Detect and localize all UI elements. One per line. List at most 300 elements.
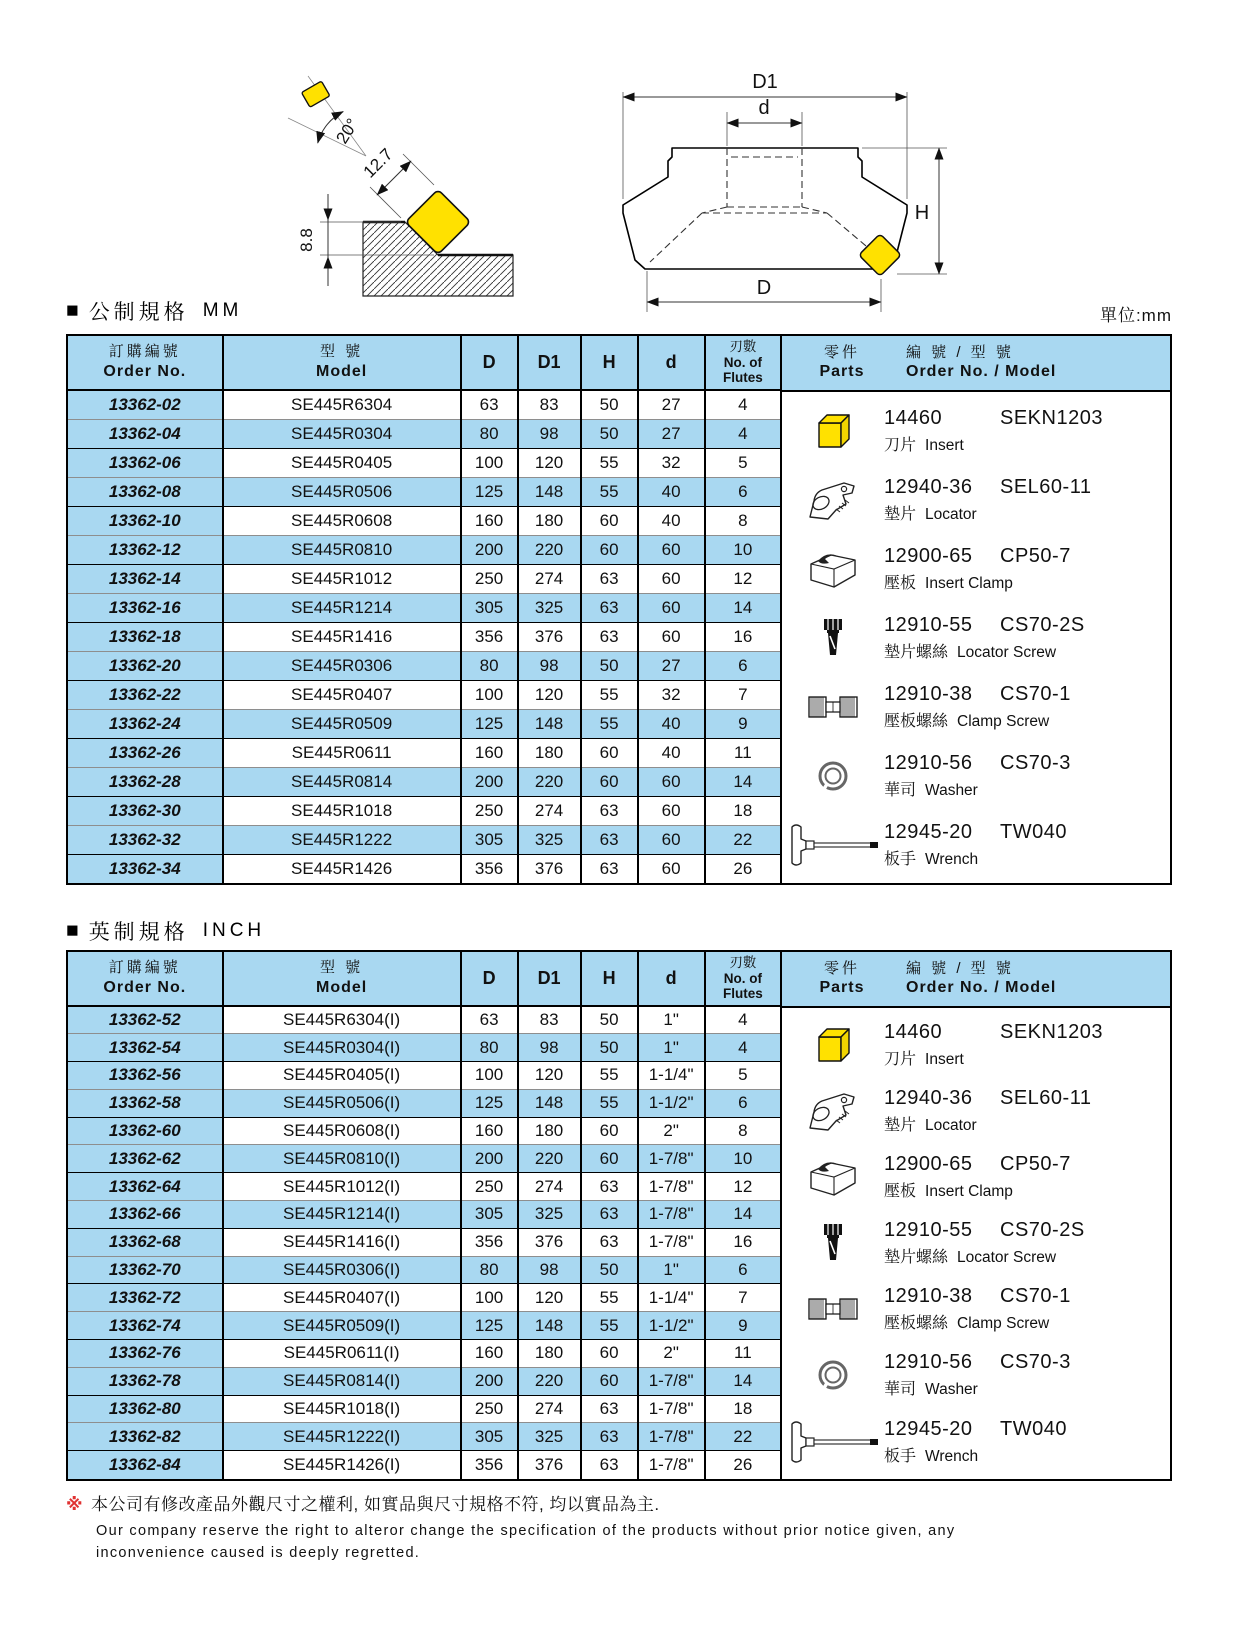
cell-d1: 148	[518, 1312, 581, 1340]
cell-d: 63	[461, 1006, 518, 1034]
cell-d1: 220	[518, 535, 581, 564]
cell-flutes: 11	[734, 1343, 752, 1363]
cell-bore-d: 40	[638, 506, 705, 535]
cell-model: SE445R1012	[223, 564, 461, 593]
insert-icon	[782, 410, 884, 452]
cell-d1: 325	[518, 593, 581, 622]
cell-order-no: 13362-74	[68, 1312, 223, 1340]
cell-flutes: 5	[738, 452, 748, 472]
cell-h: 60	[581, 535, 638, 564]
cell-d1: 220	[518, 1367, 581, 1395]
col-header-d1: D1	[518, 336, 581, 390]
cell-flutes: 7	[738, 1287, 748, 1307]
cell-model: SE445R1222(I)	[223, 1423, 461, 1451]
part-name-zh: 華司	[884, 781, 917, 799]
cell-flutes: 12	[733, 1176, 753, 1196]
cell-flutes: 6	[738, 655, 748, 675]
table-row	[68, 1089, 780, 1117]
cell-order-no: 13362-82	[68, 1423, 223, 1451]
section-bullet: ■	[66, 919, 83, 942]
locator-icon	[782, 1088, 884, 1134]
cell-d: 100	[461, 448, 518, 477]
cell-d: 160	[461, 1340, 518, 1368]
cell-bore-d: 27	[638, 419, 705, 448]
part-name-zh: 刀片	[884, 436, 917, 454]
metric-section-header	[66, 296, 1172, 326]
cell-order-no: 13362-32	[68, 825, 223, 854]
inch-title-en: INCH	[202, 920, 266, 941]
cell-h: 60	[581, 1340, 638, 1368]
part-name-zh: 壓板螺絲	[884, 712, 949, 730]
part-item-insert-clamp	[782, 545, 1170, 593]
col-header-order-no: 訂購編號 Order No.	[68, 336, 223, 390]
part-item-locator	[782, 476, 1170, 524]
part-item-locator	[782, 1087, 1170, 1135]
cell-bore-d: 60	[638, 564, 705, 593]
part-model: SEL60-11	[1000, 1087, 1092, 1110]
cell-d1: 274	[518, 796, 581, 825]
col-header-order-no: 訂購編號 Order No.	[68, 952, 223, 1006]
cell-d1: 325	[518, 825, 581, 854]
part-name-en: Clamp Screw	[957, 1315, 1050, 1333]
cell-bore-d: 1-7/8"	[638, 1451, 705, 1479]
cell-d: 160	[461, 738, 518, 767]
cell-h: 63	[581, 825, 638, 854]
col-header-model: 型 號 Model	[223, 952, 461, 1006]
cell-d: 63	[461, 390, 518, 419]
part-item-insert	[782, 407, 1170, 455]
cell-bore-d: 2"	[638, 1340, 705, 1368]
part-order-no: 12900-65	[884, 544, 973, 567]
cell-d1: 83	[518, 390, 581, 419]
cell-order-no: 13362-58	[68, 1089, 223, 1117]
washer-icon	[782, 756, 884, 796]
cell-flutes: 22	[733, 1426, 753, 1446]
part-name-en: Clamp Screw	[957, 712, 1050, 730]
table-row	[68, 477, 780, 506]
cell-flutes: 4	[738, 1010, 748, 1030]
cell-flutes: 4	[738, 394, 748, 414]
cell-order-no: 13362-16	[68, 593, 223, 622]
cell-bore-d: 1-1/4"	[638, 1062, 705, 1090]
wrench-icon	[782, 822, 884, 868]
cell-d1: 120	[518, 680, 581, 709]
cell-d: 160	[461, 1117, 518, 1145]
footnote	[66, 1490, 1176, 1565]
cell-flutes: 8	[738, 1121, 748, 1141]
cell-bore-d: 1-7/8"	[638, 1201, 705, 1229]
cell-order-no: 13362-66	[68, 1201, 223, 1229]
cell-d: 200	[461, 1145, 518, 1173]
cell-d: 100	[461, 1284, 518, 1312]
table-row	[68, 1312, 780, 1340]
table-row	[68, 1423, 780, 1451]
cell-model: SE445R0608	[223, 506, 461, 535]
part-model: SEL60-11	[1000, 475, 1092, 498]
cell-order-no: 13362-72	[68, 1284, 223, 1312]
cell-h: 63	[581, 1423, 638, 1451]
cell-order-no: 13362-30	[68, 796, 223, 825]
cell-h: 63	[581, 796, 638, 825]
cell-flutes: 16	[733, 626, 753, 646]
table-row	[68, 1062, 780, 1090]
cell-model: SE445R0304	[223, 419, 461, 448]
table-row	[68, 1367, 780, 1395]
cell-flutes: 5	[738, 1065, 748, 1085]
cell-d: 200	[461, 1367, 518, 1395]
cell-flutes: 26	[733, 858, 753, 878]
col-header-d: D	[461, 952, 518, 1006]
parts-panel	[780, 336, 1170, 883]
cell-d1: 120	[518, 1062, 581, 1090]
cell-model: SE445R1222	[223, 825, 461, 854]
cell-h: 55	[581, 1089, 638, 1117]
cell-h: 63	[581, 1201, 638, 1229]
cell-order-no: 13362-02	[68, 390, 223, 419]
cell-d: 356	[461, 1451, 518, 1479]
parts-panel	[780, 952, 1170, 1479]
part-name-zh: 壓板	[884, 574, 917, 592]
part-model: TW040	[1000, 1417, 1067, 1440]
table-row	[68, 1451, 780, 1479]
part-name-en: Insert Clamp	[925, 1183, 1013, 1201]
cell-order-no: 13362-22	[68, 680, 223, 709]
cell-d: 305	[461, 1201, 518, 1229]
cell-h: 55	[581, 1312, 638, 1340]
table-header-row	[68, 952, 780, 1006]
cell-d: 125	[461, 1312, 518, 1340]
cell-flutes: 6	[738, 481, 748, 501]
insert-geometry-drawing	[248, 58, 583, 308]
cell-model: SE445R0608(I)	[223, 1117, 461, 1145]
part-model: TW040	[1000, 820, 1067, 843]
cell-bore-d: 60	[638, 767, 705, 796]
cell-bore-d: 1-7/8"	[638, 1395, 705, 1423]
col-header-d1: D1	[518, 952, 581, 1006]
cell-bore-d: 60	[638, 535, 705, 564]
cell-d1: 180	[518, 506, 581, 535]
cell-order-no: 13362-60	[68, 1117, 223, 1145]
part-name-en: Insert	[925, 1051, 964, 1069]
cell-h: 63	[581, 1173, 638, 1201]
clamp-screw-icon	[782, 689, 884, 725]
part-order-no: 12910-55	[884, 1219, 973, 1242]
cell-model: SE445R1018	[223, 796, 461, 825]
cell-model: SE445R0405(I)	[223, 1062, 461, 1090]
table-row	[68, 419, 780, 448]
table-row	[68, 680, 780, 709]
cell-model: SE445R1426(I)	[223, 1451, 461, 1479]
part-item-insert-clamp	[782, 1153, 1170, 1201]
part-order-no: 12910-56	[884, 1351, 973, 1374]
inch-table	[68, 952, 780, 1479]
cell-order-no: 13362-18	[68, 622, 223, 651]
cell-flutes: 9	[738, 713, 748, 733]
col-header-model: 型 號 Model	[223, 336, 461, 390]
col-header-flutes: 刃數 No. of Flutes	[705, 952, 780, 1006]
cell-model: SE445R0611(I)	[223, 1340, 461, 1368]
cell-bore-d: 32	[638, 448, 705, 477]
cell-order-no: 13362-80	[68, 1395, 223, 1423]
cell-bore-d: 40	[638, 709, 705, 738]
cell-flutes: 26	[733, 1454, 753, 1474]
cell-d: 125	[461, 709, 518, 738]
cell-h: 55	[581, 477, 638, 506]
cell-h: 55	[581, 709, 638, 738]
cell-order-no: 13362-14	[68, 564, 223, 593]
cell-bore-d: 1-7/8"	[638, 1228, 705, 1256]
part-name-zh: 板手	[884, 850, 917, 868]
cell-h: 50	[581, 419, 638, 448]
table-row	[68, 1117, 780, 1145]
cell-d1: 274	[518, 1395, 581, 1423]
cell-model: SE445R0509(I)	[223, 1312, 461, 1340]
cell-d: 80	[461, 1034, 518, 1062]
locator-icon	[782, 477, 884, 523]
cell-d: 356	[461, 1228, 518, 1256]
wrench-icon	[782, 1419, 884, 1465]
cell-d: 305	[461, 825, 518, 854]
cell-h: 63	[581, 1395, 638, 1423]
table-row	[68, 506, 780, 535]
cell-order-no: 13362-28	[68, 767, 223, 796]
cell-bore-d: 1-7/8"	[638, 1173, 705, 1201]
cell-d1: 148	[518, 1089, 581, 1117]
insert-icon	[782, 1024, 884, 1066]
cell-model: SE445R1018(I)	[223, 1395, 461, 1423]
cell-order-no: 13362-76	[68, 1340, 223, 1368]
part-name-zh: 板手	[884, 1447, 917, 1465]
part-order-no: 12910-55	[884, 613, 973, 636]
cell-d: 305	[461, 593, 518, 622]
cell-bore-d: 32	[638, 680, 705, 709]
table-row	[68, 1228, 780, 1256]
inch-section-title	[66, 916, 265, 946]
cell-order-no: 13362-34	[68, 854, 223, 883]
cell-d: 356	[461, 854, 518, 883]
cell-h: 60	[581, 1145, 638, 1173]
table-row	[68, 854, 780, 883]
cell-flutes: 14	[733, 1371, 753, 1391]
cell-d1: 98	[518, 1034, 581, 1062]
part-model: CS70-1	[1000, 682, 1071, 705]
table-header-row	[68, 336, 780, 390]
cell-d1: 83	[518, 1006, 581, 1034]
part-name-zh: 墊片螺絲	[884, 643, 949, 661]
cell-flutes: 12	[733, 568, 753, 588]
metric-title-zh: 公制規格	[88, 301, 189, 324]
cell-h: 60	[581, 738, 638, 767]
cell-bore-d: 1-7/8"	[638, 1367, 705, 1395]
cell-model: SE445R6304(I)	[223, 1006, 461, 1034]
cell-d: 250	[461, 1395, 518, 1423]
cell-bore-d: 60	[638, 854, 705, 883]
cell-d: 160	[461, 506, 518, 535]
part-model: CS70-1	[1000, 1285, 1071, 1308]
cell-d1: 180	[518, 1117, 581, 1145]
cell-h: 60	[581, 767, 638, 796]
part-item-clamp-screw	[782, 683, 1170, 731]
dim-d-bore-label: d	[758, 97, 770, 119]
table-row	[68, 390, 780, 419]
cell-d: 200	[461, 535, 518, 564]
part-name-en: Washer	[925, 1381, 978, 1399]
cell-order-no: 13362-70	[68, 1256, 223, 1284]
cell-bore-d: 40	[638, 738, 705, 767]
cell-d1: 220	[518, 1145, 581, 1173]
part-name-en: Insert	[925, 436, 964, 454]
cell-h: 63	[581, 1228, 638, 1256]
footnote-mark: ※	[66, 1495, 84, 1514]
cell-model: SE445R0306	[223, 651, 461, 680]
cell-model: SE445R1416(I)	[223, 1228, 461, 1256]
cell-d1: 376	[518, 854, 581, 883]
cell-flutes: 18	[733, 800, 753, 820]
cell-bore-d: 27	[638, 651, 705, 680]
cell-flutes: 8	[738, 510, 748, 530]
cell-flutes: 6	[738, 1093, 748, 1113]
table-row	[68, 651, 780, 680]
cell-model: SE445R0506	[223, 477, 461, 506]
part-model: CS70-3	[1000, 751, 1071, 774]
col-header-bore: d	[638, 952, 705, 1006]
cell-order-no: 13362-78	[68, 1367, 223, 1395]
part-name-zh: 壓板	[884, 1183, 917, 1201]
part-name-en: Locator	[925, 505, 977, 523]
table-row	[68, 1145, 780, 1173]
col-header-h: H	[581, 952, 638, 1006]
col-header-flutes: 刃數 No. of Flutes	[705, 336, 780, 390]
part-name-zh: 華司	[884, 1381, 917, 1399]
cell-d1: 98	[518, 419, 581, 448]
metric-table	[68, 336, 780, 883]
cell-bore-d: 1-1/4"	[638, 1284, 705, 1312]
col-header-d: D	[461, 336, 518, 390]
cell-d: 305	[461, 1423, 518, 1451]
cell-model: SE445R0405	[223, 448, 461, 477]
cell-model: SE445R1214(I)	[223, 1201, 461, 1229]
cell-d: 250	[461, 1173, 518, 1201]
cell-model: SE445R0509	[223, 709, 461, 738]
part-name-zh: 墊片	[884, 1117, 917, 1135]
cell-model: SE445R0814(I)	[223, 1367, 461, 1395]
cell-flutes: 16	[733, 1232, 753, 1252]
cell-order-no: 13362-06	[68, 448, 223, 477]
table-row	[68, 564, 780, 593]
cell-h: 50	[581, 390, 638, 419]
table-row	[68, 1284, 780, 1312]
cell-h: 63	[581, 622, 638, 651]
part-model: CS70-2S	[1000, 613, 1085, 636]
cell-bore-d: 40	[638, 477, 705, 506]
cell-d: 250	[461, 564, 518, 593]
table-row	[68, 1340, 780, 1368]
part-model: CS70-3	[1000, 1351, 1071, 1374]
cell-d1: 98	[518, 651, 581, 680]
locator-screw-icon	[782, 616, 884, 660]
cell-h: 60	[581, 1367, 638, 1395]
cell-h: 63	[581, 564, 638, 593]
table-row	[68, 448, 780, 477]
part-order-no: 12910-56	[884, 751, 973, 774]
cell-h: 50	[581, 1034, 638, 1062]
part-order-no: 14460	[884, 1021, 943, 1044]
part-model: CP50-7	[1000, 544, 1071, 567]
cell-flutes: 14	[733, 771, 753, 791]
cell-flutes: 14	[733, 1204, 753, 1224]
cell-bore-d: 1"	[638, 1256, 705, 1284]
cell-d1: 120	[518, 448, 581, 477]
cell-bore-d: 1-1/2"	[638, 1089, 705, 1117]
cell-d1: 180	[518, 738, 581, 767]
dim-h-label: H	[914, 202, 930, 224]
part-item-insert	[782, 1021, 1170, 1069]
insert-clamp-icon	[782, 1155, 884, 1199]
metric-spec-table	[66, 334, 1172, 885]
footnote-zh: 本公司有修改產品外觀尺寸之權利, 如實品與尺寸規格不符, 均以實品為主.	[91, 1495, 660, 1514]
table-row	[68, 1173, 780, 1201]
cell-d1: 274	[518, 1173, 581, 1201]
footnote-en-line1: Our company reserve the right to alteror change the specification of the products without prior notice given, any	[96, 1523, 956, 1539]
cell-bore-d: 27	[638, 390, 705, 419]
cell-d1: 180	[518, 1340, 581, 1368]
part-order-no: 12945-20	[884, 1417, 973, 1440]
cell-model: SE445R1214	[223, 593, 461, 622]
part-order-no: 14460	[884, 406, 943, 429]
cell-order-no: 13362-54	[68, 1034, 223, 1062]
cell-order-no: 13362-20	[68, 651, 223, 680]
part-name-zh: 墊片	[884, 505, 917, 523]
dim-d1-label: D1	[752, 71, 778, 93]
cell-h: 60	[581, 1117, 638, 1145]
part-model: SEKN1203	[1000, 406, 1103, 429]
part-name-en: Locator Screw	[957, 643, 1057, 661]
cell-flutes: 7	[738, 684, 748, 704]
cell-bore-d: 60	[638, 622, 705, 651]
cell-bore-d: 1-7/8"	[638, 1145, 705, 1173]
cell-h: 60	[581, 506, 638, 535]
part-name-en: Wrench	[925, 1447, 979, 1465]
cell-order-no: 13362-24	[68, 709, 223, 738]
cell-flutes: 22	[733, 829, 753, 849]
cell-h: 55	[581, 448, 638, 477]
dim-depth-label: 8.8	[297, 228, 316, 252]
cell-h: 50	[581, 1006, 638, 1034]
cell-bore-d: 1"	[638, 1006, 705, 1034]
cell-d1: 376	[518, 1228, 581, 1256]
cell-d1: 98	[518, 1256, 581, 1284]
cell-flutes: 11	[734, 742, 752, 762]
inch-title-zh: 英制規格	[88, 921, 189, 944]
dim-angle-label: 20°	[332, 115, 363, 148]
cell-d1: 148	[518, 477, 581, 506]
part-model: CP50-7	[1000, 1153, 1071, 1176]
cell-d: 100	[461, 1062, 518, 1090]
cell-bore-d: 60	[638, 796, 705, 825]
cell-h: 55	[581, 1062, 638, 1090]
cell-d: 250	[461, 796, 518, 825]
inch-section-header	[66, 916, 1172, 946]
cell-h: 50	[581, 651, 638, 680]
cell-model: SE445R0304(I)	[223, 1034, 461, 1062]
cell-d: 200	[461, 767, 518, 796]
part-name-en: Wrench	[925, 850, 979, 868]
table-row	[68, 1034, 780, 1062]
part-name-en: Locator Screw	[957, 1249, 1057, 1267]
cell-order-no: 13362-04	[68, 419, 223, 448]
cell-bore-d: 60	[638, 593, 705, 622]
part-order-no: 12910-38	[884, 1285, 973, 1308]
